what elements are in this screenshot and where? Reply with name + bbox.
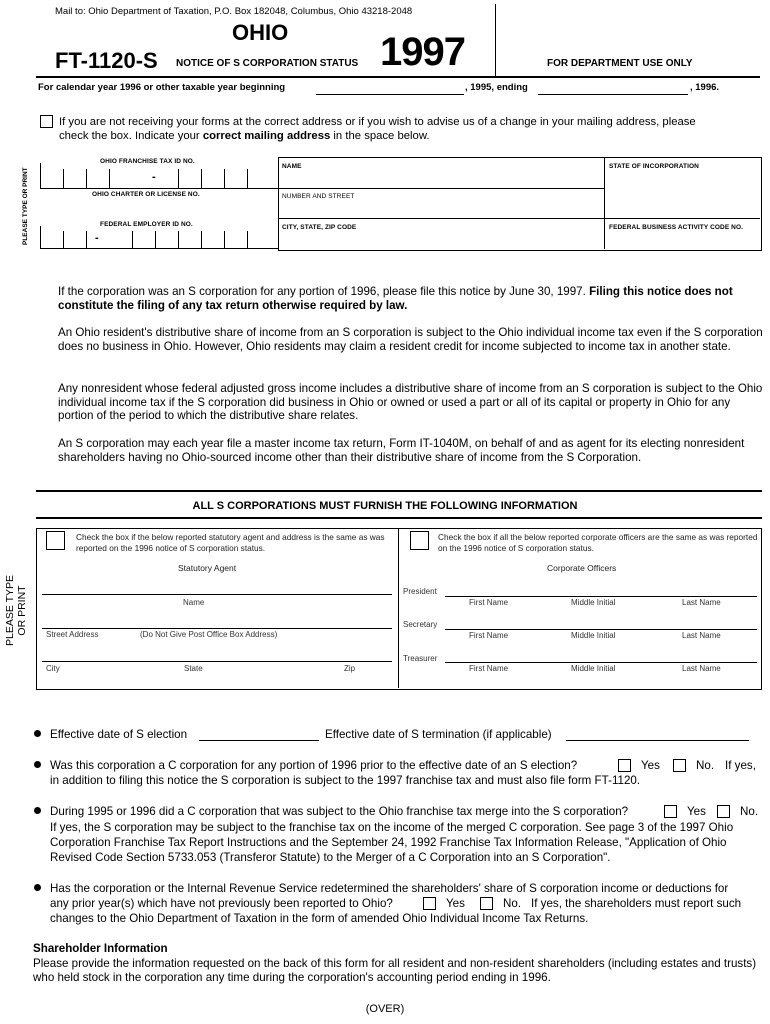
secretary-first-label: First Name: [469, 631, 509, 640]
city-state-zip-field[interactable]: [282, 231, 600, 247]
over-label: (OVER): [365, 1003, 405, 1015]
agent-check-text: Check the box if the below reported statutory agent and address is the same as was reported on the 1996 notice of S corporation status.: [76, 532, 385, 553]
agent-zip-label: Zip: [344, 664, 356, 673]
agent-street-field[interactable]: [42, 628, 392, 629]
business-activity-label: FEDERAL BUSINESS ACTIVITY CODE NO.: [609, 224, 744, 231]
street-label: NUMBER AND STREET: [282, 193, 355, 200]
redetermined-no-checkbox[interactable]: [480, 897, 493, 910]
s-election-date-field[interactable]: [199, 740, 319, 741]
agent-city-label: City: [46, 664, 60, 673]
year-1996-label: , 1996.: [690, 82, 720, 93]
c-corp-no-label: No.: [696, 759, 715, 772]
section-title: ALL S CORPORATIONS MUST FURNISH THE FOLLOWING INFORMATION: [192, 500, 578, 512]
secretary-label: Secretary: [403, 620, 438, 629]
city-state-zip-label: CITY, STATE, ZIP CODE: [282, 224, 357, 231]
merger-followup-1: If yes, the S corporation may be subject to the franchise tax on the income of the merged C corporation. See page 3 of the 1997 Ohio: [50, 821, 734, 834]
secretary-name-field[interactable]: [445, 629, 757, 630]
president-last-label: Last Name: [682, 598, 721, 607]
president-middle-label: Middle Initial: [571, 598, 616, 607]
treasurer-name-field[interactable]: [445, 662, 757, 663]
agent-street-note: (Do Not Give Post Office Box Address): [140, 630, 278, 639]
treasurer-middle-label: Middle Initial: [571, 664, 616, 673]
form-number: FT-1120-S: [55, 48, 158, 73]
mail-to-address: Mail to: Ohio Department of Taxation, P.O. Box 182048, Columbus, Ohio 43218-2048: [55, 6, 413, 17]
treasurer-first-label: First Name: [469, 664, 509, 673]
c-corp-no-checkbox[interactable]: [673, 759, 686, 772]
bullet-icon: [34, 884, 41, 891]
officers-same-checkbox[interactable]: [410, 531, 429, 550]
redetermined-question-2: any prior year(s) which have not previously been reported to Ohio?: [50, 897, 393, 910]
agent-street-label: Street Address: [46, 630, 99, 639]
name-field[interactable]: [282, 170, 600, 186]
state-incorporation-field[interactable]: [608, 172, 756, 214]
shareholder-title: Shareholder Information: [33, 942, 168, 955]
president-name-field[interactable]: [445, 596, 757, 597]
agent-city-state-zip-field[interactable]: [42, 661, 392, 662]
treasurer-label: Treasurer: [403, 654, 438, 663]
treasurer-last-label: Last Name: [682, 664, 721, 673]
redetermined-followup: changes to the Ohio Department of Taxation in the form of amended Ohio Individual Income Tax Returns.: [50, 912, 589, 925]
redetermined-yes-checkbox[interactable]: [423, 897, 436, 910]
calendar-year-label: For calendar year 1996 or other taxable year beginning: [38, 82, 286, 93]
charter-license-label: OHIO CHARTER OR LICENSE NO.: [92, 191, 200, 198]
merger-question: During 1995 or 1996 did a C corporation that was subject to the Ohio franchise tax merge into the S corporation?: [50, 805, 629, 818]
master-return-paragraph: An S corporation may each year file a master income tax return, Form IT-1040M, on behalf of and as agent for its electing nonresident shareholders having no Ohio-sourced income other than their distributive share of income from the S Corporation.: [58, 437, 745, 464]
street-field[interactable]: [282, 200, 600, 216]
agent-same-checkbox[interactable]: [46, 531, 65, 550]
agent-name-label: Name: [183, 598, 205, 607]
dept-use-label: FOR DEPARTMENT USE ONLY: [547, 58, 693, 69]
secretary-middle-label: Middle Initial: [571, 631, 616, 640]
president-first-label: First Name: [469, 598, 509, 607]
shareholder-text: Please provide the information requested on the back of this form for all resident and non-resident shareholders (including estates and trusts) who held stock in the corporation any time during the corporation's accounting period ending in 1996.: [33, 957, 757, 984]
state-title: OHIO: [232, 20, 289, 45]
merger-no-checkbox[interactable]: [717, 805, 730, 818]
c-corp-yes-label: Yes: [641, 759, 660, 772]
filing-deadline-paragraph: If the corporation was an S corporation for any portion of 1996, please file this notice by June 30, 1997. Filing this notice does not constitute the filing of any tax return otherwise required by law.: [58, 285, 733, 312]
dept-divider: [495, 4, 496, 76]
nonresident-paragraph: Any nonresident whose federal adjusted gross income includes a distributive share of income from an S corporation is subject to the Ohio individual income tax if the S corporation did business in Ohio or owned or used a part or all of its capital or property in Ohio for any portion of the period to which the distributive share relates.: [58, 382, 763, 423]
c-corp-if-yes: If yes,: [725, 759, 756, 772]
merger-yes-checkbox[interactable]: [664, 805, 677, 818]
form-year: 1997: [380, 30, 465, 74]
bullet-icon: [34, 730, 41, 737]
redetermined-if-yes: If yes, the shareholders must report such: [531, 897, 742, 910]
officers-check-text: Check the box if all the below reported corporate officers are the same as was reported on the 1996 notice of S corporation status.: [438, 532, 758, 553]
agent-state-label: State: [184, 664, 203, 673]
president-label: President: [403, 587, 437, 596]
year-1995-ending: , 1995, ending: [465, 82, 528, 93]
end-date-field[interactable]: [538, 94, 688, 95]
franchise-tax-id-label: OHIO FRANCHISE TAX ID NO.: [100, 158, 195, 165]
merger-followup-3: Revised Code Section 5733.053 (Transferor Statute) to the Merger of a C Corporation into an S Corporation".: [50, 851, 611, 864]
c-corp-yes-checkbox[interactable]: [618, 759, 631, 772]
corporate-officers-title: Corporate Officers: [547, 563, 617, 573]
redetermined-no-label: No.: [503, 897, 522, 910]
state-incorporation-label: STATE OF INCORPORATION: [609, 163, 699, 170]
begin-date-field[interactable]: [316, 94, 464, 95]
resident-share-paragraph: An Ohio resident's distributive share of income from an S corporation is subject to the Ohio individual income tax even if the S corporation does no business in Ohio. However, Ohio residents may claim a resident credit for income subjected to income tax in another state.: [58, 326, 763, 353]
s-election-date-label: Effective date of S election: [50, 728, 188, 741]
redetermined-yes-label: Yes: [446, 897, 465, 910]
merger-yes-label: Yes: [687, 805, 706, 818]
federal-employer-id-field[interactable]: -: [40, 226, 278, 249]
please-type-or-print-label: PLEASE TYPE OR PRINT: [22, 167, 29, 245]
s-termination-date-field[interactable]: [566, 740, 749, 741]
franchise-tax-id-field[interactable]: -: [40, 163, 278, 189]
name-label: NAME: [282, 163, 302, 170]
header-rule: [36, 76, 760, 78]
address-change-line2: check the box. Indicate your correct mailing address in the space below.: [59, 130, 430, 142]
c-corp-followup: in addition to filing this notice the S corporation is subject to the 1997 franchise tax and must also file form FT-1120.: [50, 774, 641, 787]
statutory-agent-title: Statutory Agent: [178, 563, 237, 573]
c-corp-question: Was this corporation a C corporation for any portion of 1996 prior to the effective date of an S election?: [50, 759, 578, 772]
form-title: NOTICE OF S CORPORATION STATUS: [176, 58, 359, 69]
s-termination-date-label: Effective date of S termination (if applicable): [325, 728, 552, 741]
redetermined-question: Has the corporation or the Internal Revenue Service redetermined the shareholders' share of S corporation income or deductions for: [50, 882, 729, 895]
merger-no-label: No.: [740, 805, 759, 818]
charter-license-field[interactable]: [40, 198, 278, 218]
agent-name-field[interactable]: [42, 594, 392, 595]
secretary-last-label: Last Name: [682, 631, 721, 640]
merger-followup-2: Corporation Franchise Tax Report Instructions and the September 24, 1992 Franchise Tax Information Release, "Application of Ohio: [50, 836, 727, 849]
agent-type-print-label: PLEASE TYPE OR PRINT: [4, 574, 28, 646]
address-change-checkbox[interactable]: [40, 115, 53, 128]
bullet-icon: [34, 807, 41, 814]
bullet-icon: [34, 761, 41, 768]
federal-employer-id-label: FEDERAL EMPLOYER ID NO.: [100, 221, 193, 228]
address-change-line1: If you are not receiving your forms at the correct address or if you wish to advise us of a change in your mailing address, please: [59, 116, 696, 128]
